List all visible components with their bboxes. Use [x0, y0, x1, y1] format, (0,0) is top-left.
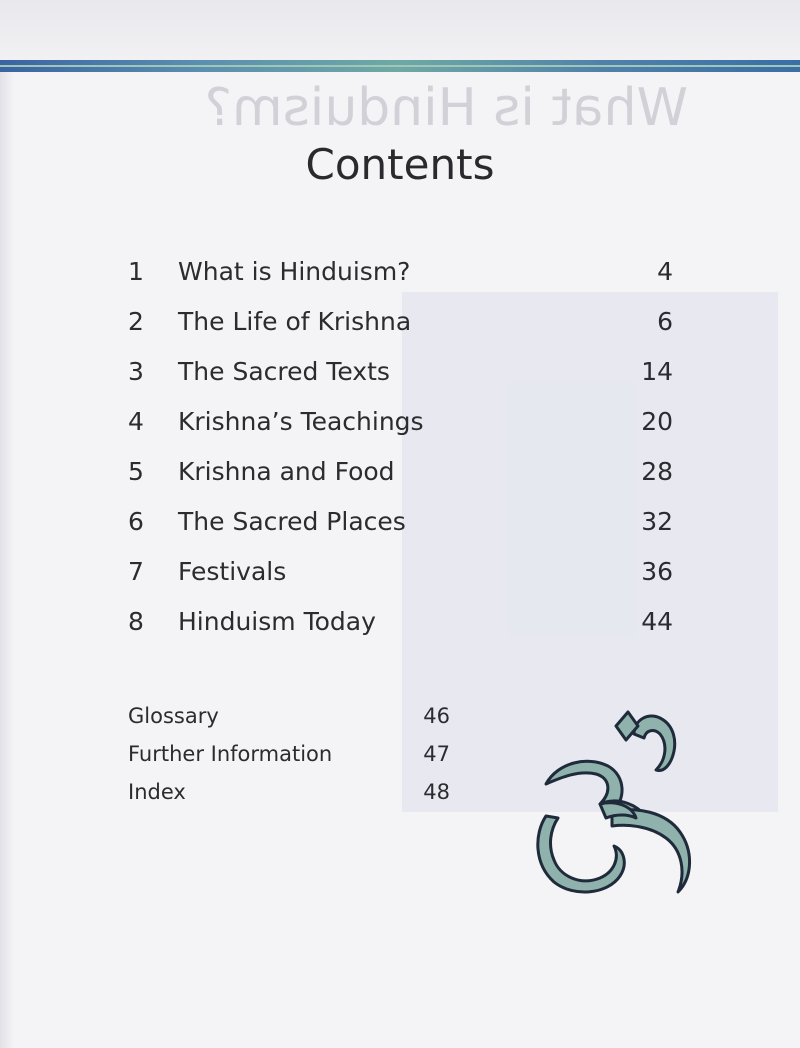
chapter-title: The Life of Krishna	[178, 307, 412, 336]
chapter-number: 8	[128, 607, 144, 636]
chapter-number: 6	[128, 507, 144, 536]
back-matter-entry[interactable]	[128, 735, 450, 773]
chapter-title: Krishna and Food	[178, 457, 395, 486]
toc-entry[interactable]	[128, 597, 673, 647]
chapter-page: 32	[641, 507, 673, 536]
chapter-number: 4	[128, 407, 144, 436]
chapter-list	[128, 247, 673, 647]
chapter-number: 7	[128, 557, 144, 586]
back-matter-title: Index	[128, 780, 186, 804]
back-matter-title: Glossary	[128, 704, 219, 728]
toc-entry[interactable]	[128, 247, 673, 297]
chapter-title: Festivals	[178, 557, 287, 586]
chapter-title: The Sacred Texts	[178, 357, 390, 386]
chapter-page: 36	[641, 557, 673, 586]
chapter-page: 6	[657, 307, 673, 336]
om-symbol-shape	[538, 712, 690, 892]
toc-entry[interactable]	[128, 547, 673, 597]
chapter-page: 4	[657, 257, 673, 286]
page-title: Contents	[305, 140, 495, 189]
om-symbol-icon	[516, 700, 706, 900]
back-matter-page: 48	[423, 780, 450, 804]
toc-entry[interactable]	[128, 347, 673, 397]
toc-entry[interactable]	[128, 297, 673, 347]
chapter-page: 14	[641, 357, 673, 386]
chapter-page: 28	[641, 457, 673, 486]
chapter-number: 3	[128, 357, 144, 386]
toc-entry[interactable]	[128, 447, 673, 497]
chapter-title: Krishna’s Teachings	[178, 407, 424, 436]
back-matter-entry[interactable]	[128, 697, 450, 735]
chapter-number: 1	[128, 257, 144, 286]
page-gutter-shadow	[0, 72, 14, 1048]
toc-entry[interactable]	[128, 497, 673, 547]
toc-entry[interactable]	[128, 397, 673, 447]
header-rule	[0, 60, 800, 72]
back-matter-page: 46	[423, 704, 450, 728]
chapter-number: 2	[128, 307, 144, 336]
back-matter-entry[interactable]	[128, 773, 450, 811]
chapter-number: 5	[128, 457, 144, 486]
back-matter-title: Further Information	[128, 742, 333, 766]
chapter-page: 44	[641, 607, 673, 636]
chapter-title: Hinduism Today	[178, 607, 376, 636]
chapter-title: The Sacred Places	[178, 507, 406, 536]
back-matter-list	[128, 697, 450, 811]
bleed-through-heading: What is Hinduism?	[204, 78, 688, 138]
chapter-title: What is Hinduism?	[178, 257, 411, 286]
chapter-page: 20	[641, 407, 673, 436]
back-matter-page: 47	[423, 742, 450, 766]
page-top-shade	[0, 0, 800, 60]
